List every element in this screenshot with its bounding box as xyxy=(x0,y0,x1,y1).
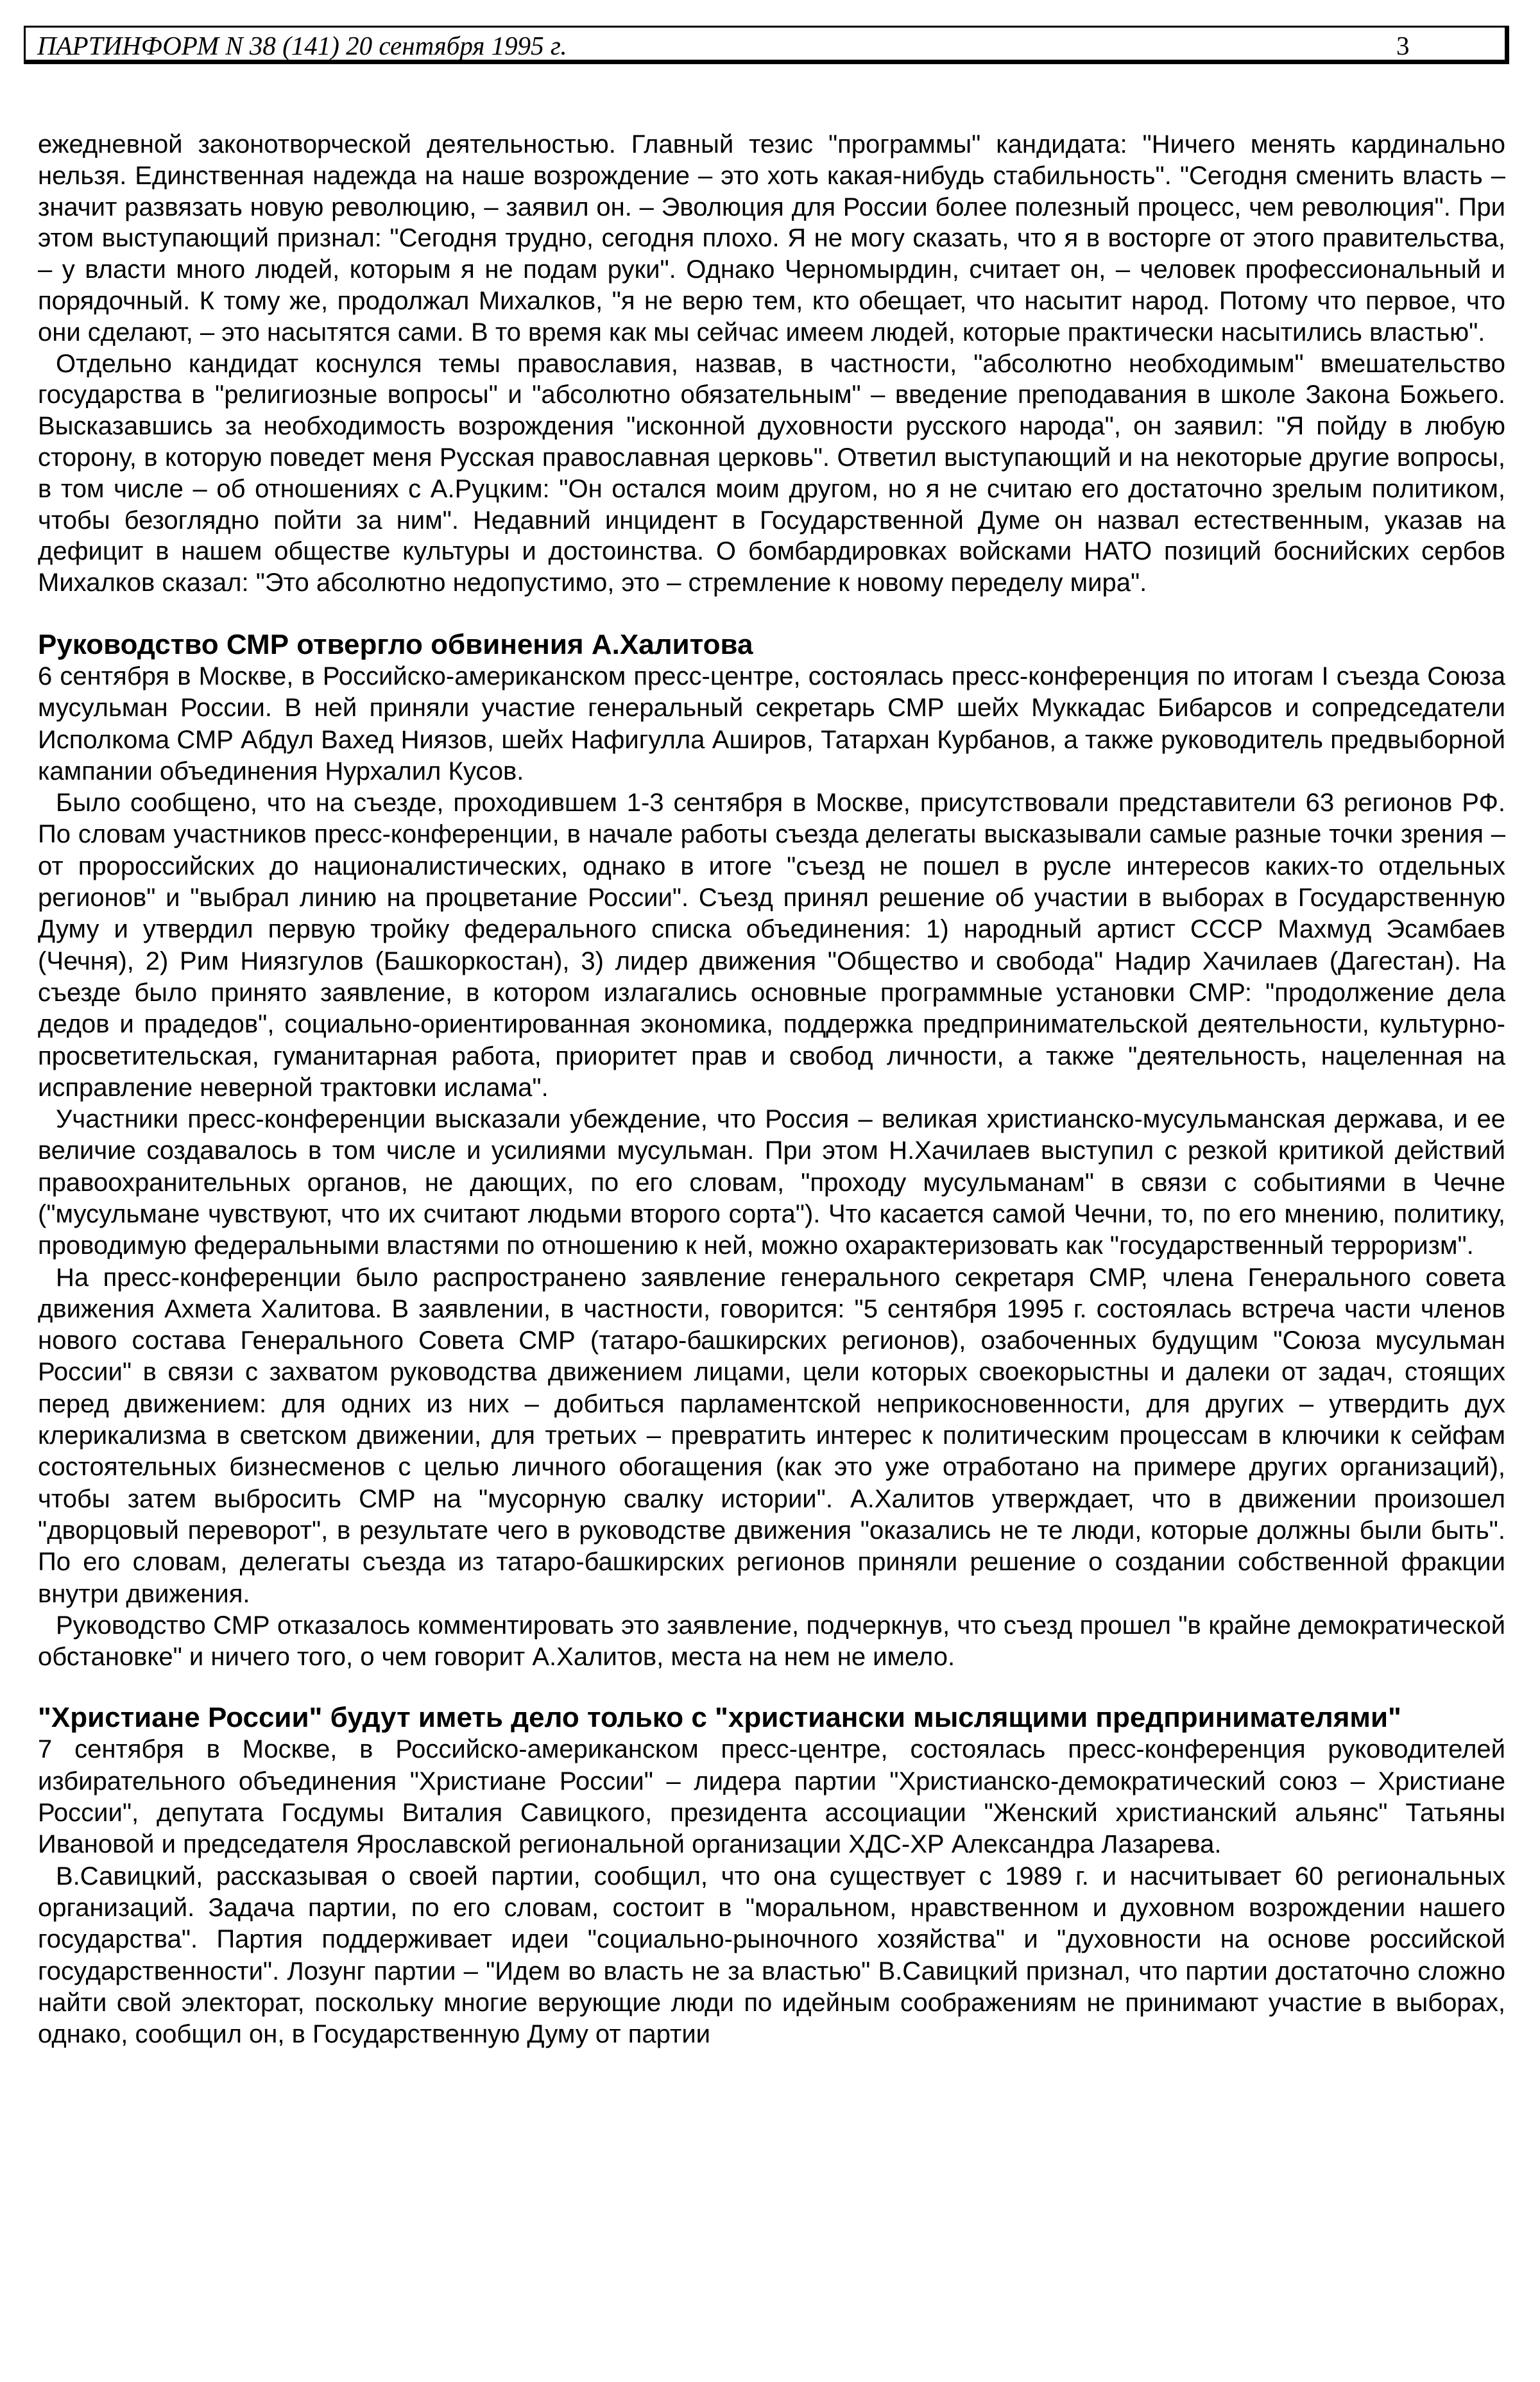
article-continuation xyxy=(38,129,1505,599)
page-number: 3 xyxy=(1396,31,1410,60)
article-headline: "Христиане России" будут иметь дело только с "христиански мыслящими предпринимателями" xyxy=(38,1702,1401,1734)
paragraph: Было сообщено, что на съезде, проходившем 1-3 сентября в Москве, присутствовали представители 63 регионов РФ. По словам участников пресс-конференции, в начале работы съезда делегаты высказывали самые разные точки зрения – от пророссийских до националистических, однако в итоге "съезд не пошел в русле интересов каких-то отдельных регионов" и "выбрал линию на процветание России". Съезд принял решение об участии в выборах в Государственную Думу и утвердил первую тройку федерального списка объединения: 1) народный артист СССР Махмуд Эсамбаев (Чечня), 2) Рим Ниязгулов (Башкоркостан), 3) лидер движения "Общество и свобода" Надир Хачилаев (Дагестан). На съезде было принято заявление, в котором излагались основные программные установки СМР: "продолжение дела дедов и прадедов", социально-ориентированная экономика, поддержка предпринимательской деятельности, культурно-просветительская, гуманитарная работа, приоритет прав и свобод личности, а также "деятельность, нацеленная на исправление неверной трактовки ислама". xyxy=(38,789,1505,1102)
article-column xyxy=(38,129,1505,2050)
paragraph: На пресс-конференции было распространено заявление генерального секретаря СМР, члена Генерального совета движения Ахмета Халитова. В заявлении, в частности, говорится: "5 сентября 1995 г. состоялась встреча части членов нового состава Генерального Совета СМР (татаро-башкирских регионов), озабоченных будущим "Союза мусульман России" в связи с захватом руководства движением лицами, цели которых своекорыстны и далеки от задач, стоящих перед движением: для одних из них – добиться парламентской неприкосновенности, для других – утвердить дух клерикализма в светском движении, для третьих – превратить интерес к политическим процессам в ключики к сейфам состоятельных бизнесменов с целью личного обогащения (как это уже отработано на примере других организаций), чтобы затем выбросить СМР на "мусорную свалку истории". А.Халитов утверждает, что в движении произошел "дворцовый переворот", в результате чего в руководстве движения "оказались не те люди, которые должны были быть". По его словам, делегаты съезда из татаро-башкирских регионов приняли решение о создании собственной фракции внутри движения. xyxy=(38,1263,1505,1608)
paragraph: Руководство СМР отказалось комментировать это заявление, подчеркнув, что съезд прошел "в крайне демократической обстановке" и ничего того, о чем говорит А.Халитов, места на нем не имело. xyxy=(38,1611,1505,1672)
article-smr xyxy=(38,629,1505,1674)
article-headline: Руководство СМР отвергло обвинения А.Халитова xyxy=(38,628,753,660)
page-header xyxy=(24,26,1509,64)
paragraph: 7 сентября в Москве, в Российско-американском пресс-центре, состоялась пресс-конференция руководителей избирательного объединения "Христиане России" – лидера партии "Христианско-демократический союз – Христиане России", депутата Госдумы Виталия Савицкого, президента ассоциации "Женский христианский альянс" Татьяны Ивановой и председателя Ярославской региональной организации ХДС-ХР Александра Лазарева. xyxy=(38,1735,1505,1859)
paragraph: 6 сентября в Москве, в Российско-американском пресс-центре, состоялась пресс-конференция по итогам I съезда Союза мусульман России. В ней приняли участие генеральный секретарь СМР шейх Муккадас Бибарсов и сопредседатели Исполкома СМР Абдул Вахед Ниязов, шейх Нафигулла Аширов, Татархан Курбанов, а также руководитель предвыборной кампании объединения Нурхалил Кусов. xyxy=(38,662,1505,785)
paragraph: Участники пресс-конференции высказали убеждение, что Россия – великая христианско-мусульманская держава, и ее величие создавалось в том числе и усилиями мусульман. При этом Н.Хачилаев выступил с резкой критикой действий правоохранительных органов, не дающих, по его словам, "проходу мусульманам" в связи с событиями в Чечне ("мусульмане чувствуют, что их считают людьми второго сорта"). Что касается самой Чечни, то, по его мнению, политику, проводимую федеральными властями по отношению к ней, можно охарактеризовать как "государственный терроризм". xyxy=(38,1105,1505,1260)
publication-title: ПАРТИНФОРМ N 38 (141) 20 сентября 1995 г. xyxy=(37,31,567,60)
paragraph: В.Савицкий, рассказывая о своей партии, сообщил, что она существует с 1989 г. и насчитывает 60 региональных организаций. Задача партии, по его словам, состоит в "моральном, нравственном и духовном возрождении нашего государства". Партия поддерживает идеи "социально-рыночного хозяйства" и "духовности на основе российской государственности". Лозунг партии – "Идем во власть не за властью" В.Савицкий признал, что партии достаточно сложно найти свой электорат, поскольку многие верующие люди по идейным соображениям не принимают участие в выборах, однако, сообщил он, в Государственную Думу от партии xyxy=(38,1862,1505,2049)
article-christians-of-russia xyxy=(38,1702,1505,2050)
paragraph: ежедневной законотворческой деятельностью. Главный тезис "программы" кандидата: "Ничего менять кардинально нельзя. Единственная надежда на наше возрождение – это хоть какая-нибудь стабильность". "Сегодня сменить власть – значит развязать новую революцию, – заявил он. – Эволюция для России более полезный процесс, чем революция". При этом выступающий признал: "Сегодня трудно, сегодня плохо. Я не могу сказать, что я в восторге от этого правительства, – у власти много людей, которым я не подам руки". Однако Черномырдин, считает он, – человек профессиональный и порядочный. К тому же, продолжал Михалков, "я не верю тем, кто обещает, что насытит народ. Потому что первое, что они сделают, – это насытятся сами. В то время как мы сейчас имеем людей, которые практически насытились властью". xyxy=(38,130,1505,347)
paragraph: Отдельно кандидат коснулся темы православия, назвав, в частности, "абсолютно необходимым" вмешательство государства в "религиозные вопросы" и "абсолютно обязательным" – введение преподавания в школе Закона Божьего. Высказавшись за необходимость возрождения "исконной духовности русского народа", он заявил: "Я пойду в любую сторону, в которую поведет меня Русская православная церковь". Ответил выступающий и на некоторые другие вопросы, в том числе – об отношениях с А.Руцким: "Он остался моим другом, но я не считаю его достаточно зрелым политиком, чтобы безоглядно пойти за ним". Недавний инцидент в Государственной Думе он назвал естественным, указав на дефицит в нашем обществе культуры и достоинства. О бомбардировках войсками НАТО позиций боснийских сербов Михалков сказал: "Это абсолютно недопустимо, это – стремление к новому переделу мира". xyxy=(38,349,1505,597)
